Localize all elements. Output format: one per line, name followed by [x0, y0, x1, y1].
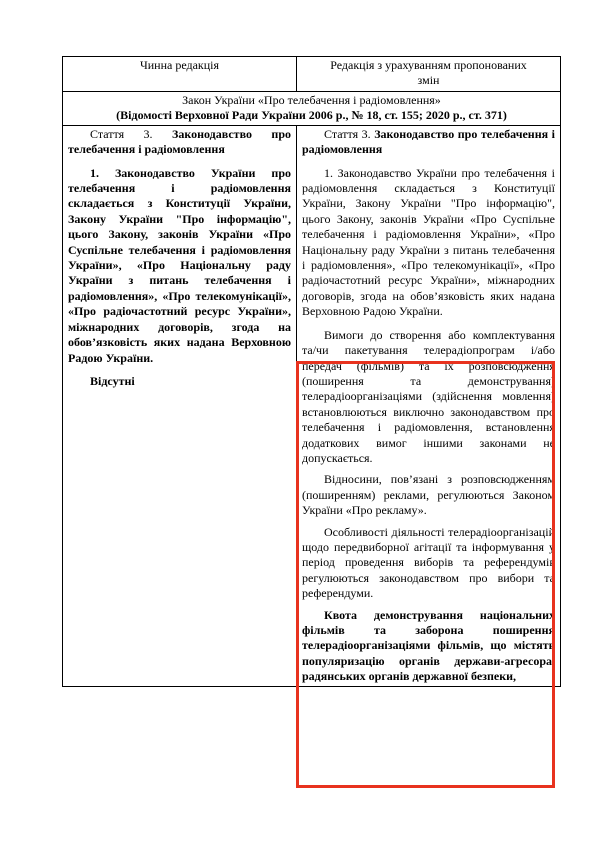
right-paragraph-1: 1. Законодавство України про телебачення і радіомовлення складається з Конституції України, Закону України "Про інформацію", цього Закону, законів України «Про Суспільне телебачення і радіомовлення України», «Про Національну раду України з питань телебачення і радіомовлення», «Про телекомунікації», «Про радіочастотний ресурс України», міжнародних договорів, згода на обов’язковість яких надана Верховною Радою України.: [302, 165, 555, 319]
left-article-title: Законодавство про телебачення і радіомовлення: [68, 126, 292, 157]
current-text-cell: [63, 125, 297, 686]
proposed-text-cell: [297, 125, 561, 686]
right-article-title: Законодавство про телебачення і радіомовлення: [302, 126, 555, 157]
header-proposed-label-line1: Редакція з урахуванням пропонованих: [330, 58, 527, 72]
left-absent-text: Відсутні: [90, 373, 135, 388]
content-row: [63, 125, 561, 686]
right-paragraph-4: Особливості діяльності телерадіоорганізацій щодо передвиборної агітації та інформування у період проведення виборів та референдумів регулюються законодавством про вибори та референдуми.: [302, 524, 555, 601]
right-paragraph-2: Вимоги до створення або комплектування та/чи пакетування телерадіопрограм і/або передач (фільмів) та їх розповсюдження (поширення та демонстрування) телерадіоорганізаціями (здійснення мовлення) встановлюються виключно законодавством про телебачення і радіомовлення, встановлення додаткових вимог іншими законами не допускається.: [302, 327, 555, 465]
comparison-table: [62, 56, 561, 687]
right-paragraph-3: Відносини, пов’язані з розповсюдженням (поширенням) реклами, регулюються Законом України «Про рекламу».: [302, 472, 555, 518]
header-proposed-label-line2: змін: [417, 73, 440, 88]
table-header-row: [63, 57, 561, 92]
right-article-heading: [302, 127, 555, 158]
law-title: Закон України «Про телебачення і радіомовлення»: [182, 93, 441, 107]
law-title-row: [63, 92, 561, 126]
law-title-cell: [63, 92, 561, 126]
left-article-heading: [68, 127, 291, 158]
law-source: (Відомості Верховної Ради України 2006 р., № 18, ст. 155; 2020 р., ст. 371): [116, 108, 507, 123]
left-article-prefix: Стаття 3.: [90, 126, 172, 141]
header-proposed-cell: [297, 57, 561, 92]
left-paragraph-1: 1. Законодавство України про телебачення і радіомовлення складається з Конституції України, Закону України "Про інформацію", цього Закону, законів України «Про Суспільне телебачення і радіомовлення України», «Про Національну раду України з питань телебачення і радіомовлення», «Про телекомунікації», «Про радіочастотний ресурс України», міжнародних договорів, згода на обов’язковість яких надана Верховною Радою України.: [68, 165, 291, 365]
right-paragraph-5: Квота демонстрування національних фільмів та заборона поширення телерадіоорганізаціями фільмів, що містять популяризацію органів держави-агресора, радянських органів державної безпеки,: [302, 607, 555, 684]
header-current-cell: [63, 57, 297, 92]
header-current-label: Чинна редакція: [139, 58, 220, 72]
right-article-prefix: Стаття 3.: [324, 126, 375, 141]
